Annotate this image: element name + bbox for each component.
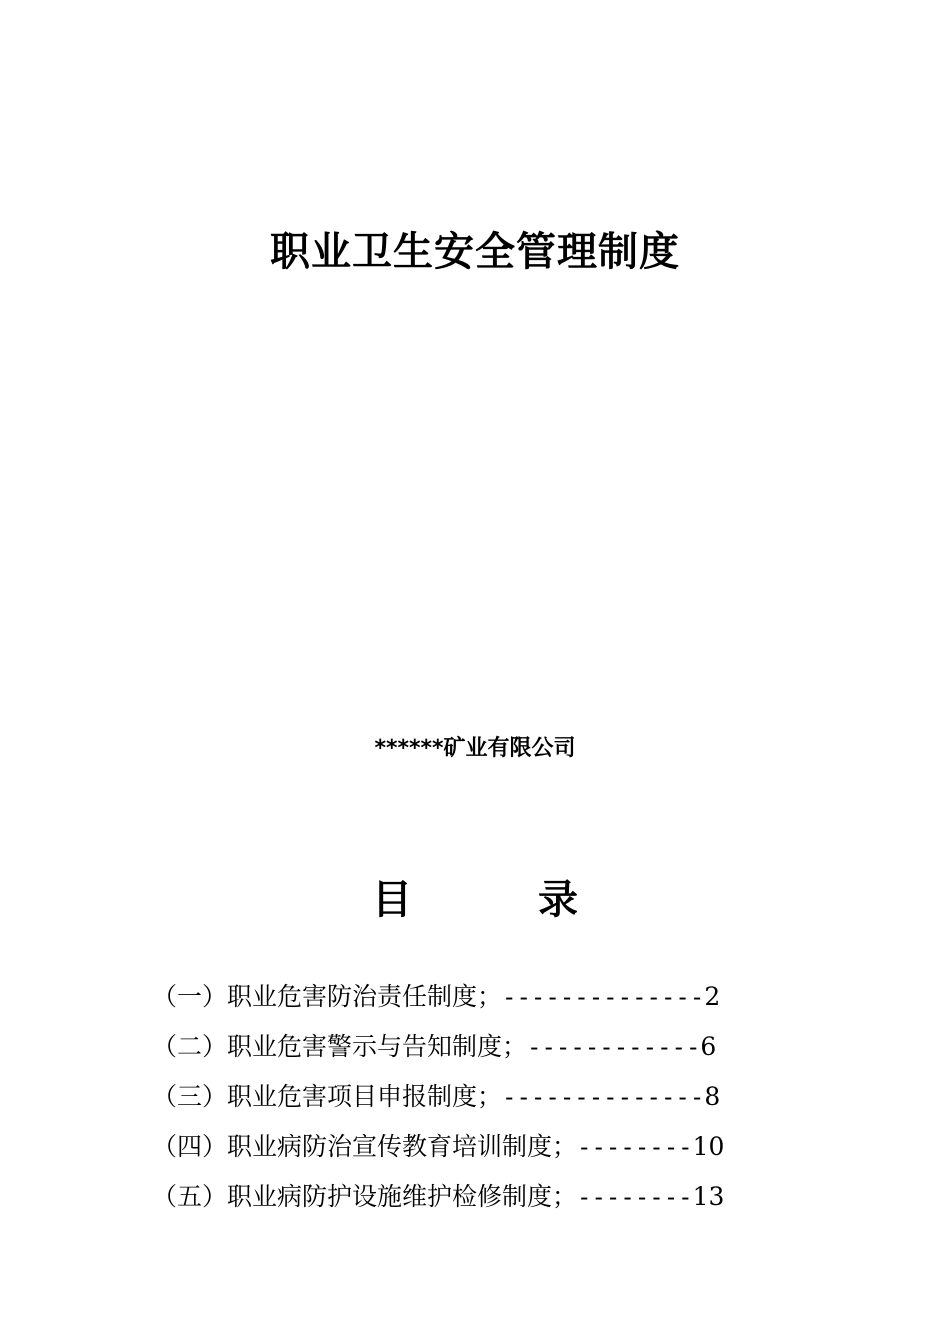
- toc-item-label: 职业危害防治责任制度；: [227, 982, 503, 1011]
- toc-item-page: 8: [704, 1082, 721, 1111]
- document-title: 职业卫生安全管理制度: [270, 229, 680, 275]
- toc-heading-left: 目: [372, 877, 412, 923]
- toc-item[interactable]: [152, 972, 724, 1022]
- toc-item-page: 10: [692, 1132, 725, 1161]
- toc-item-label: 职业病防治宣传教育培训制度；: [227, 1132, 578, 1161]
- toc-item-number: （三）: [152, 1082, 228, 1111]
- toc-item-leader: --------: [577, 1133, 693, 1161]
- toc-item-page: 13: [692, 1182, 725, 1211]
- toc-item[interactable]: [152, 1072, 724, 1122]
- toc-item-number: （五）: [152, 1182, 228, 1211]
- toc-item-leader: --------------: [502, 1083, 705, 1111]
- toc-item-page: 2: [704, 982, 721, 1011]
- toc-item-leader: --------------: [502, 983, 705, 1011]
- toc-item-number: （四）: [152, 1132, 228, 1161]
- toc-item-leader: --------: [577, 1183, 693, 1211]
- toc-list: [152, 972, 724, 1222]
- toc-item-leader: ------------: [527, 1033, 701, 1061]
- toc-item-label: 职业危害警示与告知制度；: [227, 1032, 528, 1061]
- toc-item-label: 职业危害项目申报制度；: [227, 1082, 503, 1111]
- company-name: ******矿业有限公司: [374, 736, 576, 761]
- toc-item[interactable]: [152, 1172, 724, 1222]
- toc-item-number: （一）: [152, 982, 228, 1011]
- toc-item-label: 职业病防护设施维护检修制度；: [227, 1182, 578, 1211]
- toc-heading-right: 录: [538, 877, 578, 923]
- toc-item-number: （二）: [152, 1032, 228, 1061]
- toc-item[interactable]: [152, 1122, 724, 1172]
- toc-item-page: 6: [700, 1032, 717, 1061]
- toc-item[interactable]: [152, 1022, 724, 1072]
